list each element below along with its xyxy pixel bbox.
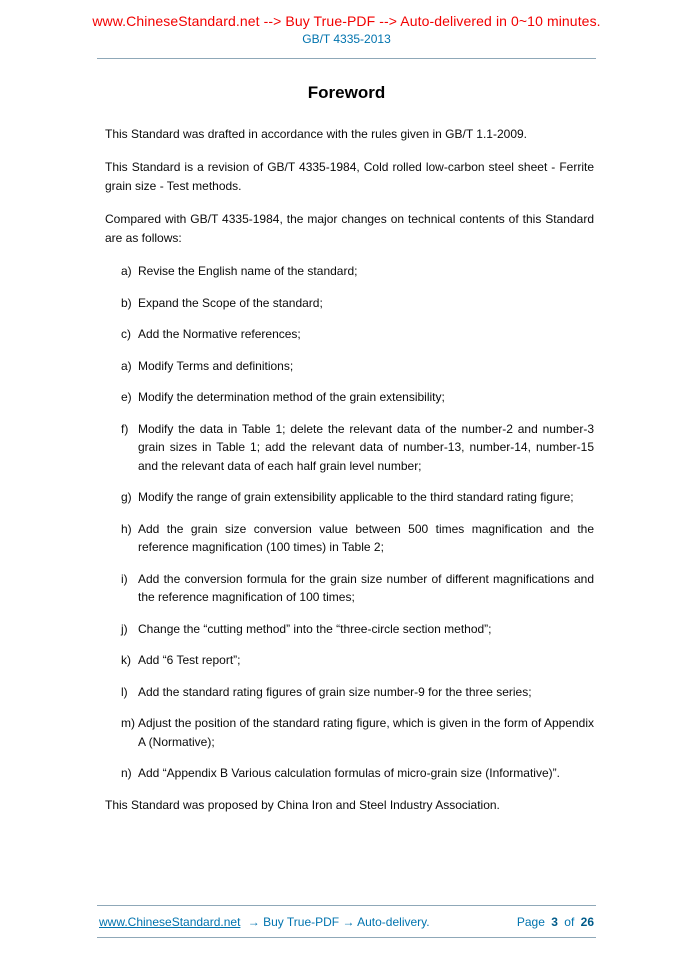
document-body — [105, 125, 594, 815]
footer-row — [97, 906, 596, 937]
list-item-text: Adjust the position of the standard rating figure, which is given in the form of Appendix A (Normative); — [138, 716, 594, 749]
list-item-text: Expand the Scope of the standard; — [138, 295, 323, 310]
page-indicator-label: Page — [516, 915, 545, 929]
list-item — [121, 764, 594, 783]
list-item — [121, 620, 594, 639]
footer-divider-bottom — [97, 937, 596, 938]
footer-promo — [99, 915, 430, 929]
list-item — [121, 357, 594, 376]
page-title: Foreword — [307, 83, 386, 102]
list-item — [121, 294, 594, 313]
list-item — [121, 420, 594, 476]
list-item-label: n) — [121, 766, 132, 780]
list-item-label: b) — [121, 295, 132, 310]
list-item-text: Revise the English name of the standard; — [138, 264, 358, 278]
list-item-text: Modify the determination method of the grain extensibility; — [138, 390, 445, 404]
list-item-label: i) — [121, 571, 128, 586]
page-indicator — [514, 915, 594, 929]
list-item-label: h) — [121, 521, 132, 536]
list-item-label: f) — [121, 421, 129, 436]
list-item-text: Add “Appendix B Various calculation formulas of micro-grain size (Informative)”. — [138, 766, 560, 780]
list-item-text: Modify Terms and definitions; — [138, 358, 294, 373]
list-item-text: Change the “cutting method” into the “three-circle section method”; — [138, 621, 492, 636]
list-item — [121, 262, 594, 281]
list-item-label: a) — [121, 264, 132, 278]
list-item-label: l) — [121, 684, 128, 699]
list-item-label: e) — [121, 390, 132, 404]
list-item-text: Add the conversion formula for the grain size number of different magnifications and the reference magnification of 100 times; — [138, 571, 594, 604]
list-item — [121, 388, 594, 407]
paragraph-revision: This Standard is a revision of GB/T 4335-1984, Cold rolled low-carbon steel sheet - Ferrite grain size - Test methods. — [105, 160, 594, 193]
list-item-text: Add “6 Test report”; — [138, 653, 241, 667]
page-indicator-current: 3 — [551, 915, 558, 929]
list-item — [121, 714, 594, 751]
list-item — [121, 488, 594, 507]
standard-number: GB/T 4335-2013 — [302, 32, 391, 46]
list-item-text: Add the standard rating figures of grain size number-9 for the three series; — [138, 684, 532, 699]
list-item — [121, 570, 594, 607]
list-item-label: m) — [121, 716, 135, 730]
page-indicator-total: 26 — [580, 915, 594, 929]
list-item — [121, 683, 594, 702]
changes-list — [121, 262, 594, 783]
list-item-text: Add the Normative references; — [138, 327, 301, 341]
list-item-text: Modify the range of grain extensibility applicable to the third standard rating figure; — [138, 490, 574, 504]
list-item-label: c) — [121, 327, 131, 341]
paragraph-compared: Compared with GB/T 4335-1984, the major changes on technical contents of this Standard are as follows: — [105, 212, 594, 245]
paragraph-proposed: This Standard was proposed by China Iron and Steel Industry Association. — [105, 797, 500, 812]
list-item-label: a) — [121, 358, 132, 373]
list-item-text: Add the grain size conversion value between 500 times magnification and the reference magnification (100 times) in Table 2; — [138, 521, 594, 554]
page-indicator-of: of — [564, 915, 575, 929]
paragraph-drafted: This Standard was drafted in accordance with the rules given in GB/T 1.1-2009. — [105, 127, 528, 141]
list-item — [121, 325, 594, 344]
list-item — [121, 651, 594, 670]
footer-site-link[interactable]: www.ChineseStandard.net — [99, 915, 241, 929]
header-divider — [97, 58, 596, 59]
page-footer — [97, 905, 596, 938]
list-item-text: Modify the data in Table 1; delete the relevant data of the number-2 and number-3 grain sizes in Table 1; add the relevant data of number-13, number-14, number-15 and the relevant data of each half grain level number; — [138, 421, 594, 473]
list-item-label: k) — [121, 653, 131, 667]
list-item — [121, 520, 594, 557]
list-item-label: j) — [121, 621, 128, 636]
footer-delivery-text: → Buy True-PDF → Auto-delivery. — [247, 915, 430, 929]
list-item-label: g) — [121, 490, 132, 504]
promo-banner: www.ChineseStandard.net --> Buy True-PDF --> Auto-delivered in 0~10 minutes. — [92, 13, 601, 29]
